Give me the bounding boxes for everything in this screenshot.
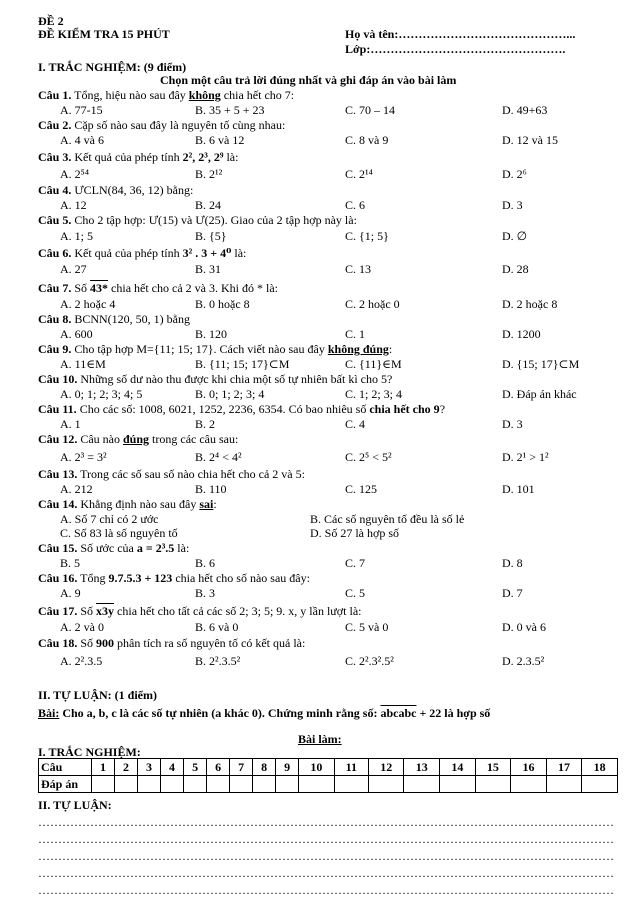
question-label: Câu 6.: [38, 246, 72, 260]
answer-cell[interactable]: [161, 776, 184, 793]
question-label: Câu 2.: [38, 118, 72, 132]
answer-part1-heading: I. TRẮC NGHIỆM:: [38, 745, 141, 759]
option-c: C. 70 – 14: [345, 103, 396, 117]
option-a: A. Số 7 chỉ có 2 ước: [60, 512, 159, 526]
option-b: B. 2: [195, 417, 216, 431]
option-b: B. 31: [195, 262, 222, 276]
answer-cell[interactable]: [184, 776, 207, 793]
option-b: B. 3: [195, 586, 216, 600]
option-c: C. {1; 5}: [345, 229, 389, 243]
option-a: A. 600: [60, 327, 93, 341]
options-row: [0, 450, 638, 464]
emphasis: không: [188, 88, 221, 102]
question-1: Câu 1. Tổng, hiệu nào sau đây không chia hết cho 7:: [38, 88, 295, 102]
option-a: A. 4 và 6: [60, 133, 104, 147]
question-number-cell: 15: [475, 759, 511, 776]
answer-line[interactable]: ………………………………………………………………………………………………………………………………: [38, 866, 614, 880]
answer-cell[interactable]: [138, 776, 161, 793]
question-label: Câu 14.: [38, 497, 78, 511]
option-a: A. 212: [60, 482, 93, 496]
question-number-cell: 17: [546, 759, 582, 776]
question-2: Câu 2. Cặp số nào sau đây là nguyên tố cùng nhau:: [38, 118, 286, 132]
answer-cell[interactable]: [511, 776, 547, 793]
question-number-cell: 9: [276, 759, 299, 776]
option-d: D. 101: [502, 482, 535, 496]
options-row: [0, 262, 638, 276]
question-label: Câu 4.: [38, 183, 72, 197]
question-18: Câu 18. Số 900 phân tích ra số nguyên tố có kết quả là:: [38, 636, 306, 650]
math-expression: 900: [96, 636, 115, 650]
option-c: C. 2¹⁴: [345, 167, 373, 181]
option-b: B. {5}: [195, 229, 227, 243]
answer-cell[interactable]: [368, 776, 404, 793]
emphasis: sai: [199, 497, 214, 511]
option-d: D. 2.3.5²: [502, 654, 545, 668]
option-a: A. 0; 1; 2; 3; 4; 5: [60, 387, 143, 401]
options-row: [0, 512, 638, 526]
answer-cell[interactable]: [276, 776, 299, 793]
option-b: B. 24: [195, 198, 222, 212]
option-b: B. 120: [195, 327, 228, 341]
option-d: D. ∅: [502, 229, 528, 243]
option-d: D. 2¹ > 1²: [502, 450, 549, 464]
option-c: C. 13: [345, 262, 372, 276]
question-label: Câu 1.: [38, 88, 72, 102]
answer-part2-heading: II. TỰ LUẬN:: [38, 798, 112, 812]
question-11: Câu 11. Cho các số: 1008, 6021, 1252, 2236, 6354. Có bao nhiêu số chia hết cho 9?: [38, 402, 446, 416]
answer-cell[interactable]: [404, 776, 440, 793]
option-d: D. {15; 17}⊂M: [502, 357, 580, 371]
option-b: B. {11; 15; 17}⊂M: [195, 357, 290, 371]
option-c: C. 5 và 0: [345, 620, 389, 634]
question-5: Câu 5. Cho 2 tập hợp: Ư(15) và Ư(25). Giao của 2 tập hợp này là:: [38, 213, 357, 227]
question-number-cell: 6: [207, 759, 230, 776]
part1-instruction: Chọn một câu trả lời đúng nhất và ghi đáp án vào bài làm: [160, 73, 457, 87]
part2-heading: II. TỰ LUẬN: (1 điểm): [38, 688, 157, 702]
answer-cell[interactable]: [546, 776, 582, 793]
option-a: A. 12: [60, 198, 87, 212]
question-number-cell: 8: [253, 759, 276, 776]
option-c: C. 1; 2; 3; 4: [345, 387, 403, 401]
answer-line[interactable]: ………………………………………………………………………………………………………………………………: [38, 849, 614, 863]
option-b: B. 35 + 5 + 23: [195, 103, 265, 117]
option-d: D. 3: [502, 417, 523, 431]
question-8: Câu 8. BCNN(120, 50, 1) bằng: [38, 312, 191, 326]
option-d: D. Số 27 là hợp số: [310, 526, 400, 540]
question-number-cell: 7: [230, 759, 253, 776]
question-number-cell: 11: [334, 759, 368, 776]
options-row: [0, 620, 638, 634]
question-9: Câu 9. Cho tập hợp M={11; 15; 17}. Cách viết nào sau đây không đúng:: [38, 342, 393, 356]
option-c: C. 6: [345, 198, 366, 212]
answer-cell[interactable]: [115, 776, 138, 793]
option-d: D. 8: [502, 556, 523, 570]
bai-label: Bài:: [38, 706, 60, 720]
option-a: A. 2⁵⁴: [60, 167, 90, 181]
options-row: [0, 229, 638, 243]
table-row: [39, 776, 618, 793]
table-row: [39, 759, 618, 776]
options-row: [0, 556, 638, 570]
answer-title: Bài làm:: [298, 732, 342, 746]
question-16: Câu 16. Tổng 9.7.5.3 + 123 chia hết cho số nào sau đây:: [38, 571, 310, 585]
question-label: Câu 5.: [38, 213, 72, 227]
option-a: A. 9: [60, 586, 81, 600]
question-label: Câu 17.: [38, 604, 78, 618]
option-a: A. 27: [60, 262, 87, 276]
option-a: A. 1; 5: [60, 229, 93, 243]
essay-problem: Bài: Cho a, b, c là các số tự nhiên (a khác 0). Chứng minh rằng số: abcabc + 22 là hợp số: [38, 706, 491, 720]
question-number-cell: 2: [115, 759, 138, 776]
option-d: D. 49+63: [502, 103, 548, 117]
answer-cell[interactable]: [253, 776, 276, 793]
math-expression: a = 2³.5: [136, 541, 175, 555]
emphasis: không đúng: [327, 342, 389, 356]
option-b: B. 2².3.5²: [195, 654, 241, 668]
question-12: Câu 12. Câu nào đúng trong các câu sau:: [38, 432, 239, 446]
option-c: C. 7: [345, 556, 366, 570]
option-a: A. 77-15: [60, 103, 103, 117]
option-a: A. 2².3.5: [60, 654, 103, 668]
options-row: [0, 482, 638, 496]
question-label: Câu 7.: [38, 281, 72, 295]
answer-cell[interactable]: [475, 776, 511, 793]
question-label: Câu 11.: [38, 402, 77, 416]
question-number-cell: 16: [511, 759, 547, 776]
options-row: [0, 417, 638, 431]
answer-line[interactable]: ………………………………………………………………………………………………………………………………: [38, 883, 614, 897]
option-d: D. 0 và 6: [502, 620, 546, 634]
emphasis: đúng: [123, 432, 150, 446]
option-c: C. 2 hoặc 0: [345, 297, 400, 311]
option-b: B. 110: [195, 482, 227, 496]
option-c: C. 125: [345, 482, 378, 496]
answer-cell[interactable]: [299, 776, 335, 793]
option-d: D. 28: [502, 262, 529, 276]
question-number-cell: 3: [138, 759, 161, 776]
math-expression: 9.7.5.3 + 123: [108, 571, 173, 585]
question-10: Câu 10. Những số dư nào thu được khi chia một số tự nhiên bất kì cho 5?: [38, 372, 393, 386]
part1-heading: I. TRẮC NGHIỆM: (9 điểm): [38, 60, 187, 74]
option-c: C. {11}∈M: [345, 357, 402, 371]
option-b: B. 0; 1; 2; 3; 4: [195, 387, 265, 401]
question-13: Câu 13. Trong các số sau số nào chia hết cho cả 2 và 5:: [38, 467, 305, 481]
option-c: C. 8 và 9: [345, 133, 389, 147]
option-c: C. Số 83 là số nguyên tố: [60, 526, 178, 540]
answer-table: [38, 758, 618, 793]
options-row: [0, 357, 638, 371]
question-17: Câu 17. Số x3y chia hết cho tất cả các số 2; 3; 5; 9. x, y lần lượt là:: [38, 604, 362, 618]
option-c: C. 2⁵ < 5²: [345, 450, 392, 464]
option-b: B. 0 hoặc 8: [195, 297, 250, 311]
option-d: D. 7: [502, 586, 523, 600]
options-row: [0, 526, 638, 540]
question-number-cell: 14: [440, 759, 476, 776]
answer-line[interactable]: ………………………………………………………………………………………………………………………………: [38, 832, 614, 846]
answer-line[interactable]: ………………………………………………………………………………………………………………………………: [38, 815, 614, 829]
option-a: A. 11∈M: [60, 357, 106, 371]
option-a: A. 2³ = 3²: [60, 450, 107, 464]
class-field: Lớp:………………………………………….: [345, 42, 566, 56]
math-expression: abcabc: [380, 706, 417, 720]
question-label: Câu 13.: [38, 467, 78, 481]
option-a: A. 2 hoặc 4: [60, 297, 116, 311]
question-7: Câu 7. Số 43* chia hết cho cả 2 và 3. Khi đó * là:: [38, 281, 278, 295]
option-d: D. 2 hoặc 8: [502, 297, 558, 311]
student-name-field: Họ và tên:……………………………………...: [345, 27, 576, 41]
question-label: Câu 3.: [38, 150, 72, 164]
answer-cell[interactable]: [582, 776, 618, 793]
options-row: [0, 586, 638, 600]
options-row: [0, 387, 638, 401]
question-label: Câu 8.: [38, 312, 72, 326]
question-number-cell: 5: [184, 759, 207, 776]
question-label: Câu 18.: [38, 636, 78, 650]
question-number-cell: 12: [368, 759, 404, 776]
option-c: C. 5: [345, 586, 366, 600]
table-header-cell: Câu: [39, 759, 92, 776]
option-b: B. 2¹²: [195, 167, 223, 181]
question-3: Câu 3. Kết quả của phép tính 2², 2³, 2⁹ là:: [38, 150, 239, 164]
math-expression: 3² . 3 + 4⁰: [182, 246, 232, 260]
question-4: Câu 4. ƯCLN(84, 36, 12) bằng:: [38, 183, 194, 197]
options-row: [0, 103, 638, 117]
option-b: B. 6: [195, 556, 216, 570]
options-row: [0, 133, 638, 147]
question-15: Câu 15. Số ước của a = 2³.5 là:: [38, 541, 190, 555]
math-expression: x3y: [96, 604, 115, 618]
exam-title: ĐỀ KIỂM TRA 15 PHÚT: [38, 27, 170, 41]
question-label: Câu 16.: [38, 571, 78, 585]
question-label: Câu 12.: [38, 432, 78, 446]
option-b: B. 6 và 0: [195, 620, 239, 634]
option-a: A. 2 và 0: [60, 620, 104, 634]
option-d: D. 12 và 15: [502, 133, 558, 147]
option-c: C. 2².3².5²: [345, 654, 394, 668]
option-c: C. 4: [345, 417, 366, 431]
answer-cell[interactable]: [207, 776, 230, 793]
math-expression: 2², 2³, 2⁹: [182, 150, 224, 164]
answer-cell[interactable]: [92, 776, 115, 793]
answer-cell[interactable]: [440, 776, 476, 793]
option-c: C. 1: [345, 327, 366, 341]
options-row: [0, 297, 638, 311]
question-number-cell: 13: [404, 759, 440, 776]
option-b: B. 6 và 12: [195, 133, 245, 147]
math-expression: 43*: [90, 281, 109, 295]
option-a: B. 5: [60, 556, 81, 570]
option-d: D. Đáp án khác: [502, 387, 577, 401]
option-d: D. 2⁶: [502, 167, 527, 181]
question-number-cell: 18: [582, 759, 618, 776]
options-row: [0, 198, 638, 212]
question-14: Câu 14. Khẳng định nào sau đây sai:: [38, 497, 217, 511]
answer-cell[interactable]: [334, 776, 368, 793]
question-label: Câu 15.: [38, 541, 78, 555]
emphasis: chia hết cho 9: [369, 402, 440, 416]
question-number-cell: 10: [299, 759, 335, 776]
option-d: D. 1200: [502, 327, 541, 341]
option-b: B. Các số nguyên tố đều là số lẻ: [310, 512, 465, 526]
question-label: Câu 10.: [38, 372, 78, 386]
option-d: D. 3: [502, 198, 523, 212]
question-number-cell: 4: [161, 759, 184, 776]
answer-cell[interactable]: [230, 776, 253, 793]
option-b: B. 2⁴ < 4²: [195, 450, 242, 464]
question-number-cell: 1: [92, 759, 115, 776]
exam-code: ĐỀ 2: [38, 14, 64, 28]
table-header-cell: Đáp án: [39, 776, 92, 793]
options-row: [0, 654, 638, 668]
question-6: Câu 6. Kết quả của phép tính 3² . 3 + 4⁰ là:: [38, 246, 247, 260]
question-label: Câu 9.: [38, 342, 72, 356]
option-a: A. 1: [60, 417, 81, 431]
options-row: [0, 327, 638, 341]
options-row: [0, 167, 638, 181]
